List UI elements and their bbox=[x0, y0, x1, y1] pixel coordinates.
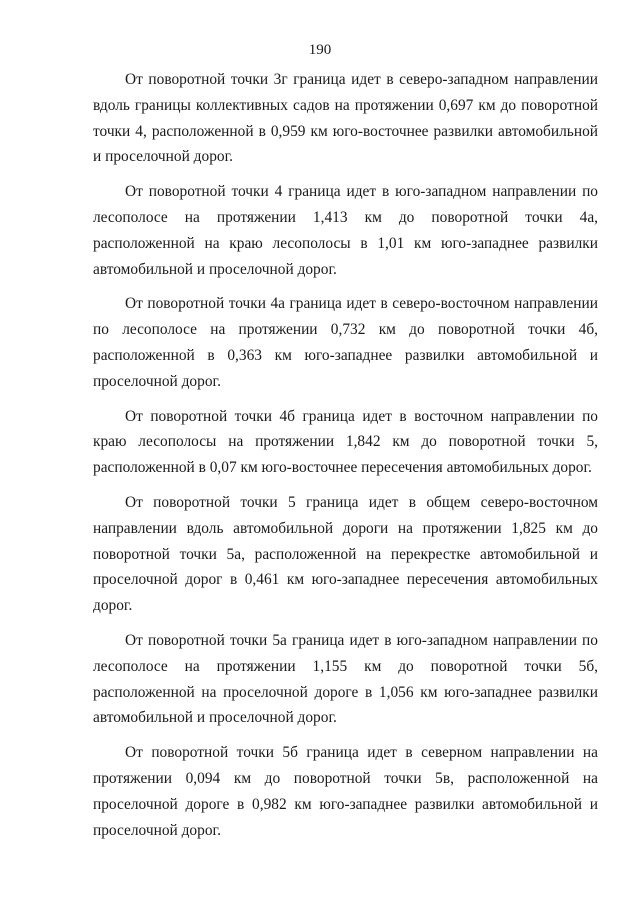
paragraph-2: От поворотной точки 4 граница идет в юго-западном направлении по лесополосе на протяжении 1,413 км до поворотной точки 4а, расположенной на краю лесополосы в 1,01 км юго-западнее развилки автомобильной и проселочной дорог. bbox=[93, 183, 598, 278]
paragraph-5: От поворотной точки 5 граница идет в общем северо-восточном направлении вдоль автомобильной дороги на протяжении 1,825 км до поворотной точки 5а, расположенной на перекрестке автомобильной и проселочной дорог в 0,461 км юго-западнее пересечения автомобильных дорог. bbox=[93, 493, 598, 615]
paragraph-7: От поворотной точки 5б граница идет в северном направлении на протяжении 0,094 км до поворотной точки 5в, расположенной на проселочной дороге в 0,982 км юго-западнее развилки автомобильной и проселочной дорог. bbox=[93, 744, 598, 839]
paragraph-4: От поворотной точки 4б граница идет в восточном направлении по краю лесополосы на протяжении 1,842 км до поворотной точки 5, расположенной в 0,07 км юго-восточнее пересечения автомобильных дорог. bbox=[93, 407, 598, 477]
paragraph-3: От поворотной точки 4а граница идет в северо-восточном направлении по лесополосе на протяжении 0,732 км до поворотной точки 4б, расположенной в 0,363 км юго-западнее развилки автомобильной и проселочной дорог. bbox=[93, 295, 598, 390]
paragraph-1: От поворотной точки 3г граница идет в северо-западном направлении вдоль границы коллективных садов на протяжении 0,697 км до поворотной точки 4, расположенной в 0,959 км юго-восточнее развилки автомобильной и проселочной дорог. bbox=[93, 71, 598, 166]
page-number: 190 bbox=[308, 42, 332, 58]
document-body bbox=[93, 67, 598, 852]
paragraph-6: От поворотной точки 5а граница идет в юго-западном направлении по лесополосе на протяжении 1,155 км до поворотной точки 5б, расположенной на проселочной дороге в 1,056 км юго-западнее развилки автомобильной и проселочной дорог. bbox=[93, 631, 598, 727]
